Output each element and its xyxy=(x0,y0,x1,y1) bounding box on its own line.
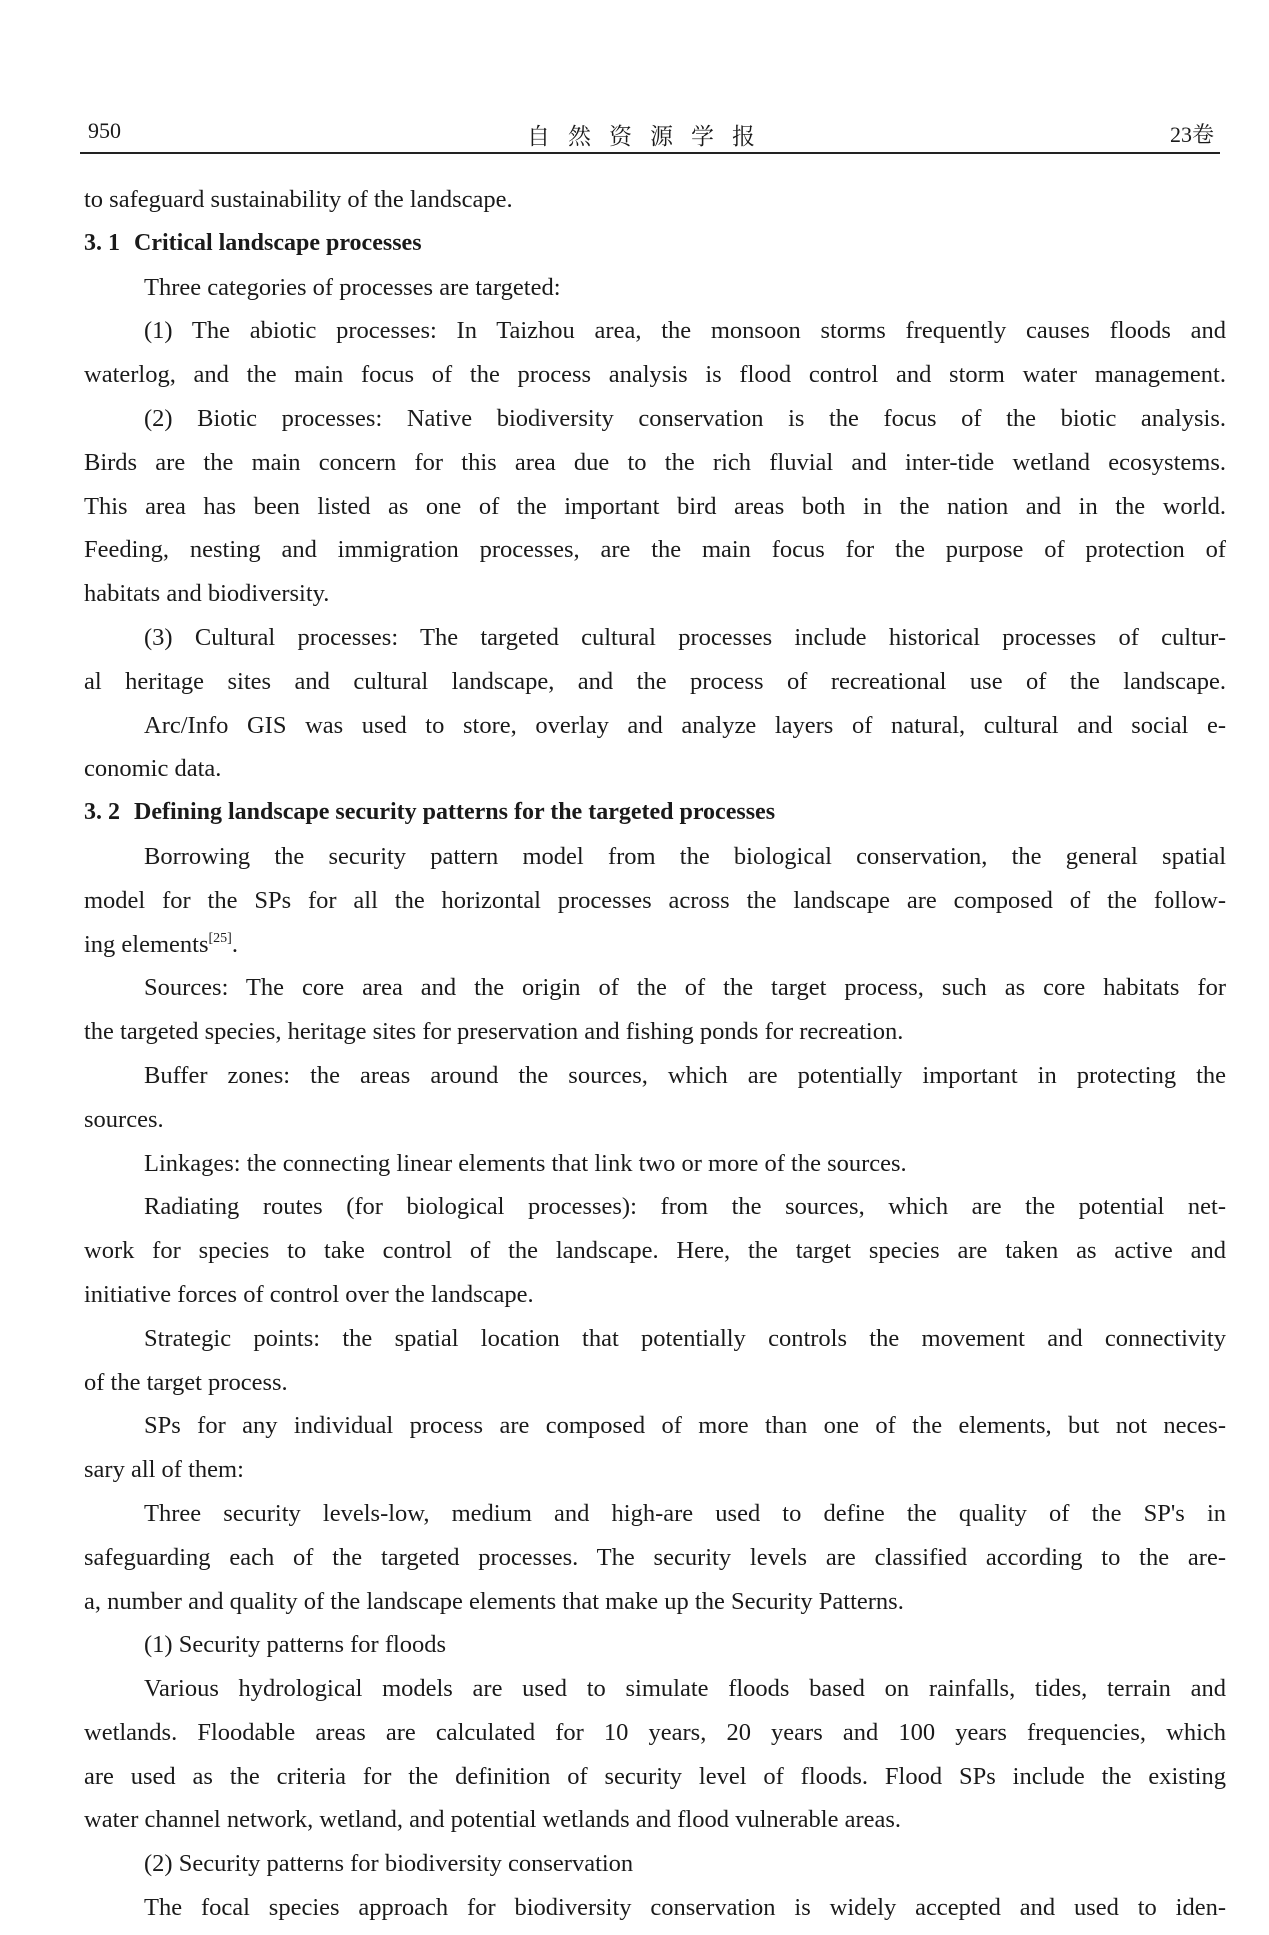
text-line: waterlog, and the main focus of the process analysis is flood control and storm water management. xyxy=(84,361,1226,389)
text-line: Birds are the main concern for this area due to the rich fluvial and inter-tide wetland ecosystems. xyxy=(84,448,1226,476)
text-line: (1) Security patterns for floods xyxy=(144,1631,447,1659)
section-title: Critical landscape processes xyxy=(134,229,422,256)
text-line: Buffer zones: the areas around the sources, which are potentially important in protecting the xyxy=(144,1061,1226,1089)
text-line: habitats and biodiversity. xyxy=(84,580,330,608)
text-line: work for species to take control of the landscape. Here, the target species are taken as active and xyxy=(84,1237,1226,1265)
text-line: are used as the criteria for the definition of security level of floods. Flood SPs include the existing xyxy=(84,1762,1226,1790)
text-line: wetlands. Floodable areas are calculated for 10 years, 20 years and 100 years frequencies, which xyxy=(84,1718,1226,1746)
text-fragment: . xyxy=(231,930,238,958)
text-line: Various hydrological models are used to simulate floods based on rainfalls, tides, terrain and xyxy=(144,1675,1226,1703)
text-line: Strategic points: the spatial location that potentially controls the movement and connectivity xyxy=(144,1324,1226,1352)
text-line: water channel network, wetland, and potential wetlands and flood vulnerable areas. xyxy=(84,1806,902,1834)
text-fragment: ing elements xyxy=(84,930,209,958)
article-body xyxy=(84,178,1226,1930)
text-line: SPs for any individual process are composed of more than one of the elements, but not neces- xyxy=(144,1412,1226,1440)
section-number: 3. 2 xyxy=(84,799,120,826)
text-line: of the target process. xyxy=(84,1368,288,1396)
page-number: 950 xyxy=(88,118,121,143)
text-line: initiative forces of control over the landscape. xyxy=(84,1280,534,1308)
text-line: The focal species approach for biodiversity conservation is widely accepted and used to iden- xyxy=(144,1894,1226,1922)
text-line: Radiating routes (for biological processes): from the sources, which are the potential net- xyxy=(144,1193,1226,1221)
text-line: to safeguard sustainability of the landscape. xyxy=(84,186,513,213)
section-title: Defining landscape security patterns for the targeted processes xyxy=(134,799,776,826)
text-line-with-citation xyxy=(84,923,1226,967)
text-line: (2) Security patterns for biodiversity conservation xyxy=(144,1850,634,1878)
text-line: sary all of them: xyxy=(84,1456,244,1484)
text-line: safeguarding each of the targeted processes. The security levels are classified according to the are- xyxy=(84,1543,1226,1571)
text-line: Borrowing the security pattern model from the biological conservation, the general spatial xyxy=(144,842,1226,870)
section-heading-3-1 xyxy=(84,222,1226,266)
journal-title: 自然资源学报 xyxy=(527,124,773,149)
text-line: Linkages: the connecting linear elements that link two or more of the sources. xyxy=(144,1149,907,1177)
running-header xyxy=(80,112,1220,154)
text-line: the targeted species, heritage sites for preservation and fishing ponds for recreation. xyxy=(84,1018,904,1046)
text-line: conomic data. xyxy=(84,755,222,783)
volume-label: 23卷 xyxy=(1169,122,1214,147)
text-line: al heritage sites and cultural landscape, and the process of recreational use of the landscape. xyxy=(84,667,1226,695)
text-line: Three security levels-low, medium and high-are used to define the quality of the SP's in xyxy=(144,1499,1226,1527)
text-line: This area has been listed as one of the important bird areas both in the nation and in the world. xyxy=(84,492,1226,520)
text-line: (2) Biotic processes: Native biodiversity conservation is the focus of the biotic analysis. xyxy=(144,404,1226,432)
text-line: Three categories of processes are targeted: xyxy=(144,273,561,301)
text-line: model for the SPs for all the horizontal processes across the landscape are composed of the follow- xyxy=(84,886,1226,914)
text-line: Feeding, nesting and immigration processes, are the main focus for the purpose of protection of xyxy=(84,536,1226,564)
text-line: Arc/Info GIS was used to store, overlay and analyze layers of natural, cultural and social e- xyxy=(144,711,1226,739)
text-line: (1) The abiotic processes: In Taizhou area, the monsoon storms frequently causes floods and xyxy=(144,317,1226,345)
text-line: sources. xyxy=(84,1105,164,1133)
text-line: Sources: The core area and the origin of the of the target process, such as core habitats for xyxy=(144,974,1226,1002)
section-number: 3. 1 xyxy=(84,229,120,256)
section-heading-3-2 xyxy=(84,791,1226,835)
text-line: (3) Cultural processes: The targeted cultural processes include historical processes of cultur- xyxy=(144,623,1226,651)
citation-reference: [25] xyxy=(208,930,232,946)
text-line: a, number and quality of the landscape elements that make up the Security Patterns. xyxy=(84,1587,904,1615)
